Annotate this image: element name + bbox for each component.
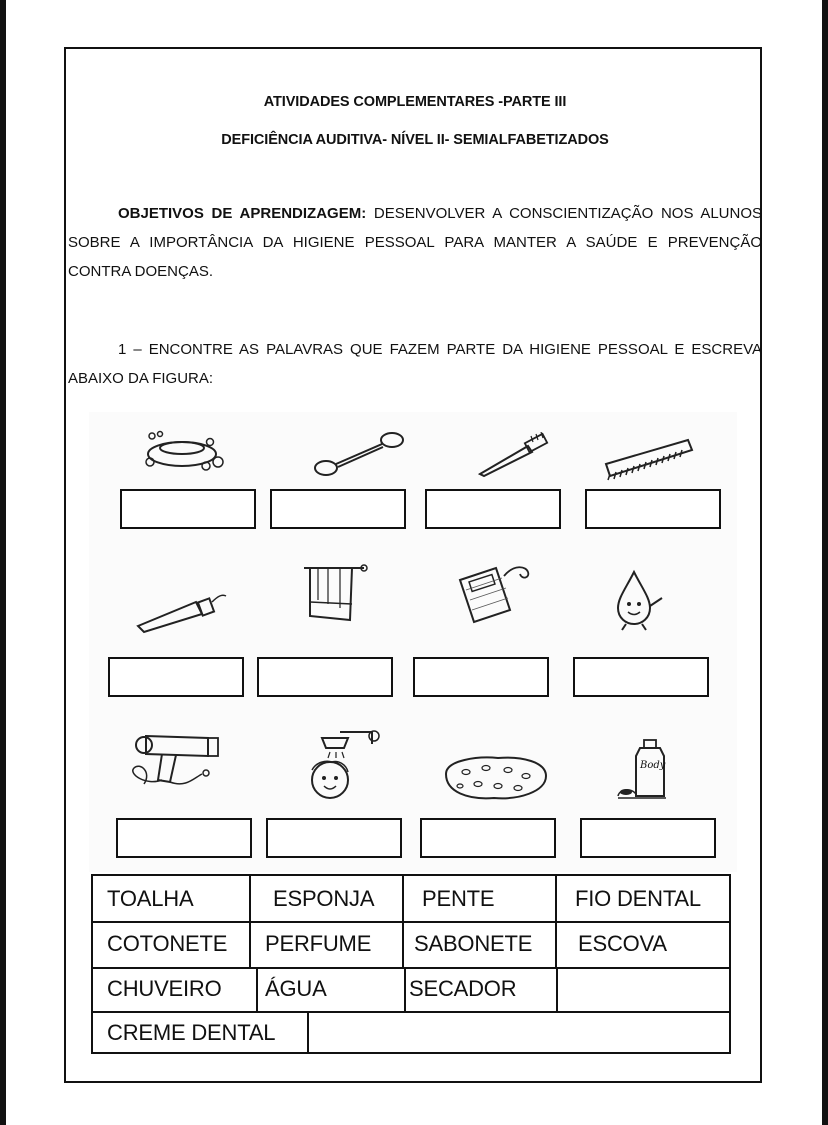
soap-icon	[140, 428, 230, 476]
cotton-swab-icon	[310, 430, 410, 480]
toothbrush-icon	[476, 432, 552, 478]
objectives-label: OBJETIVOS DE APRENDIZAGEM:	[118, 205, 367, 222]
answer-box-toothpaste[interactable]	[108, 657, 244, 697]
perfume-icon	[612, 738, 672, 804]
word-cell: ESCOVA	[578, 931, 667, 956]
worksheet-subtitle: DEFICIÊNCIA AUDITIVA- NÍVEL II- SEMIALFABETIZADOS	[221, 132, 609, 148]
towel-icon	[300, 560, 370, 630]
word-cell: SECADOR	[409, 976, 517, 1001]
objectives-paragraph	[68, 199, 762, 286]
answer-box-soap[interactable]	[120, 489, 256, 529]
answer-box-toothbrush[interactable]	[425, 489, 561, 529]
dental-floss-icon	[452, 560, 548, 630]
answer-box-perfume[interactable]	[580, 818, 716, 858]
answer-box-comb[interactable]	[585, 489, 721, 529]
word-cell: COTONETE	[107, 931, 228, 956]
word-cell: TOALHA	[107, 886, 194, 911]
sponge-icon	[438, 752, 554, 804]
worksheet-title: ATIVIDADES COMPLEMENTARES -PARTE III	[263, 94, 567, 110]
perfume-label: Body	[640, 760, 666, 771]
word-cell: FIO DENTAL	[575, 886, 701, 911]
toothpaste-icon	[134, 588, 230, 634]
answer-box-hair-dryer[interactable]	[116, 818, 252, 858]
word-cell: ÁGUA	[265, 976, 327, 1001]
answer-box-sponge[interactable]	[420, 818, 556, 858]
word-cell: CREME DENTAL	[107, 1020, 276, 1045]
answer-box-shower[interactable]	[266, 818, 402, 858]
word-bank-table	[91, 874, 731, 1054]
word-cell: PENTE	[422, 886, 495, 911]
shower-icon	[298, 722, 384, 802]
hair-dryer-icon	[122, 728, 230, 798]
water-drop-icon	[604, 568, 674, 634]
exercise-instruction	[68, 335, 762, 393]
answer-box-towel[interactable]	[257, 657, 393, 697]
comb-icon	[602, 432, 696, 482]
answer-box-water[interactable]	[573, 657, 709, 697]
answer-box-dental-floss[interactable]	[413, 657, 549, 697]
viewer-right-edge	[822, 0, 828, 1125]
word-cell: SABONETE	[414, 931, 533, 956]
word-cell: CHUVEIRO	[107, 976, 222, 1001]
instruction-text: 1 – ENCONTRE AS PALAVRAS QUE FAZEM PARTE DA HIGIENE PESSOAL E ESCREVA ABAIXO DA FIGURA:	[68, 341, 762, 387]
answer-box-cotton-swab[interactable]	[270, 489, 406, 529]
viewer-left-edge	[0, 0, 6, 1125]
word-cell: ESPONJA	[273, 886, 375, 911]
word-cell: PERFUME	[265, 931, 372, 956]
objectives-text: DESENVOLVER A CONSCIENTIZAÇÃO NOS ALUNOS SOBRE A IMPORTÂNCIA DA HIGIENE PESSOAL PARA MANTER A SAÚDE E PREVENÇÃO CONTRA DOENÇAS.	[68, 205, 763, 280]
